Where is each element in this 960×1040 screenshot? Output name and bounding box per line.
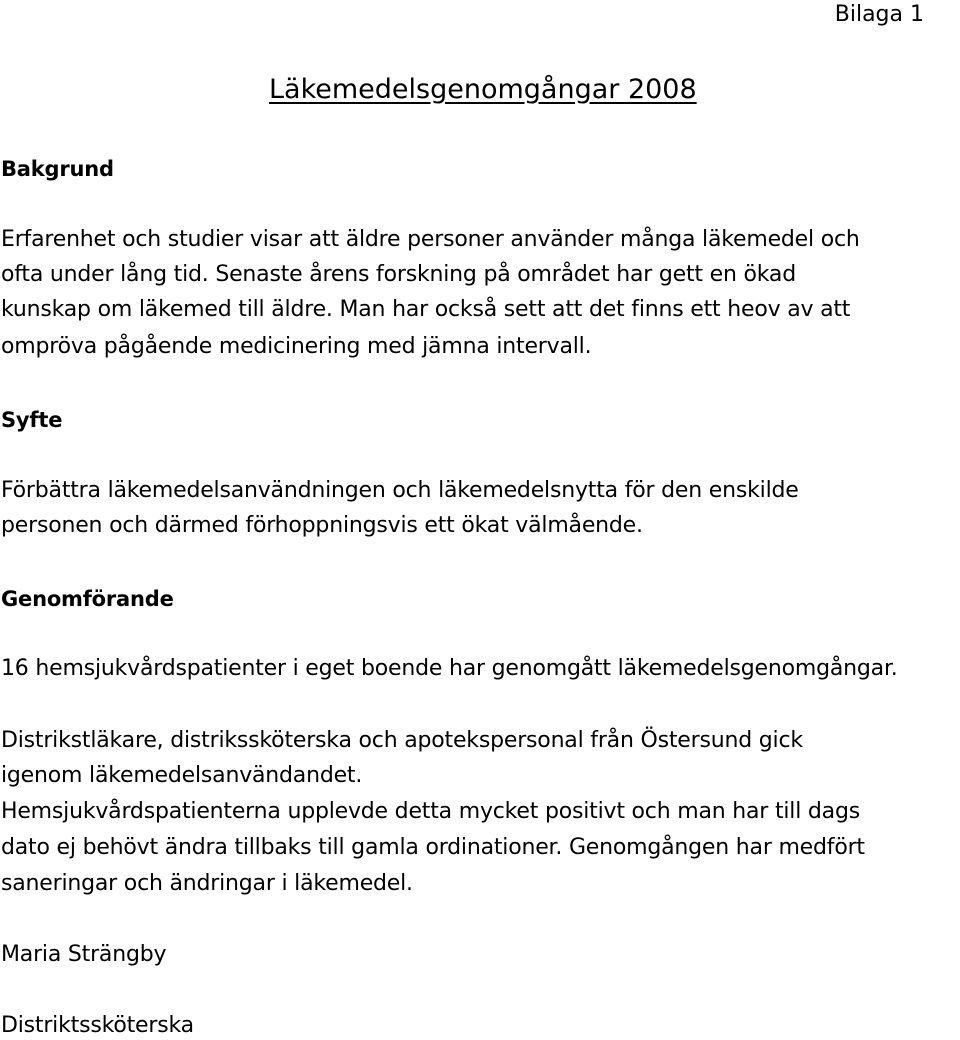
background-line-3: kunskap om läkemed till äldre. Man har också sett att det finns ett heov av att — [1, 297, 851, 322]
implementation-paragraph-3-line-3: saneringar och ändringar i läkemedel. — [1, 871, 413, 896]
purpose-line-2: personen och därmed förhoppningsvis ett ökat välmående. — [1, 513, 643, 538]
section-heading-purpose: Syfte — [1, 408, 63, 432]
section-heading-background: Bakgrund — [1, 157, 114, 181]
implementation-paragraph-1: 16 hemsjukvårdspatienter i eget boende har genomgått läkemedelsgenomgångar. — [1, 656, 898, 681]
signature-role: Distriktssköterska — [1, 1013, 194, 1038]
section-heading-implementation: Genomförande — [1, 587, 174, 611]
document-title: Läkemedelsgenomgångar 2008 — [269, 74, 697, 105]
background-line-1: Erfarenhet och studier visar att äldre personer använder många läkemedel och — [1, 227, 860, 252]
implementation-paragraph-3-line-2: dato ej behövt ändra tillbaks till gamla ordinationer. Genomgången har medfört — [1, 835, 865, 860]
background-line-2: ofta under lång tid. Senaste årens forskning på området har gett en ökad — [1, 262, 796, 287]
background-line-4: ompröva pågående medicinering med jämna intervall. — [1, 334, 592, 359]
implementation-paragraph-2-line-2: igenom läkemedelsanvändandet. — [1, 763, 363, 788]
implementation-paragraph-2-line-1: Distrikstläkare, distrikssköterska och apotekspersonal från Östersund gick — [1, 728, 803, 753]
appendix-label: Bilaga 1 — [834, 2, 924, 27]
implementation-paragraph-3-line-1: Hemsjukvårdspatienterna upplevde detta mycket positivt och man har till dags — [1, 799, 860, 824]
purpose-line-1: Förbättra läkemedelsanvändningen och läkemedelsnytta för den enskilde — [1, 478, 799, 503]
signature-name: Maria Strängby — [1, 942, 167, 967]
